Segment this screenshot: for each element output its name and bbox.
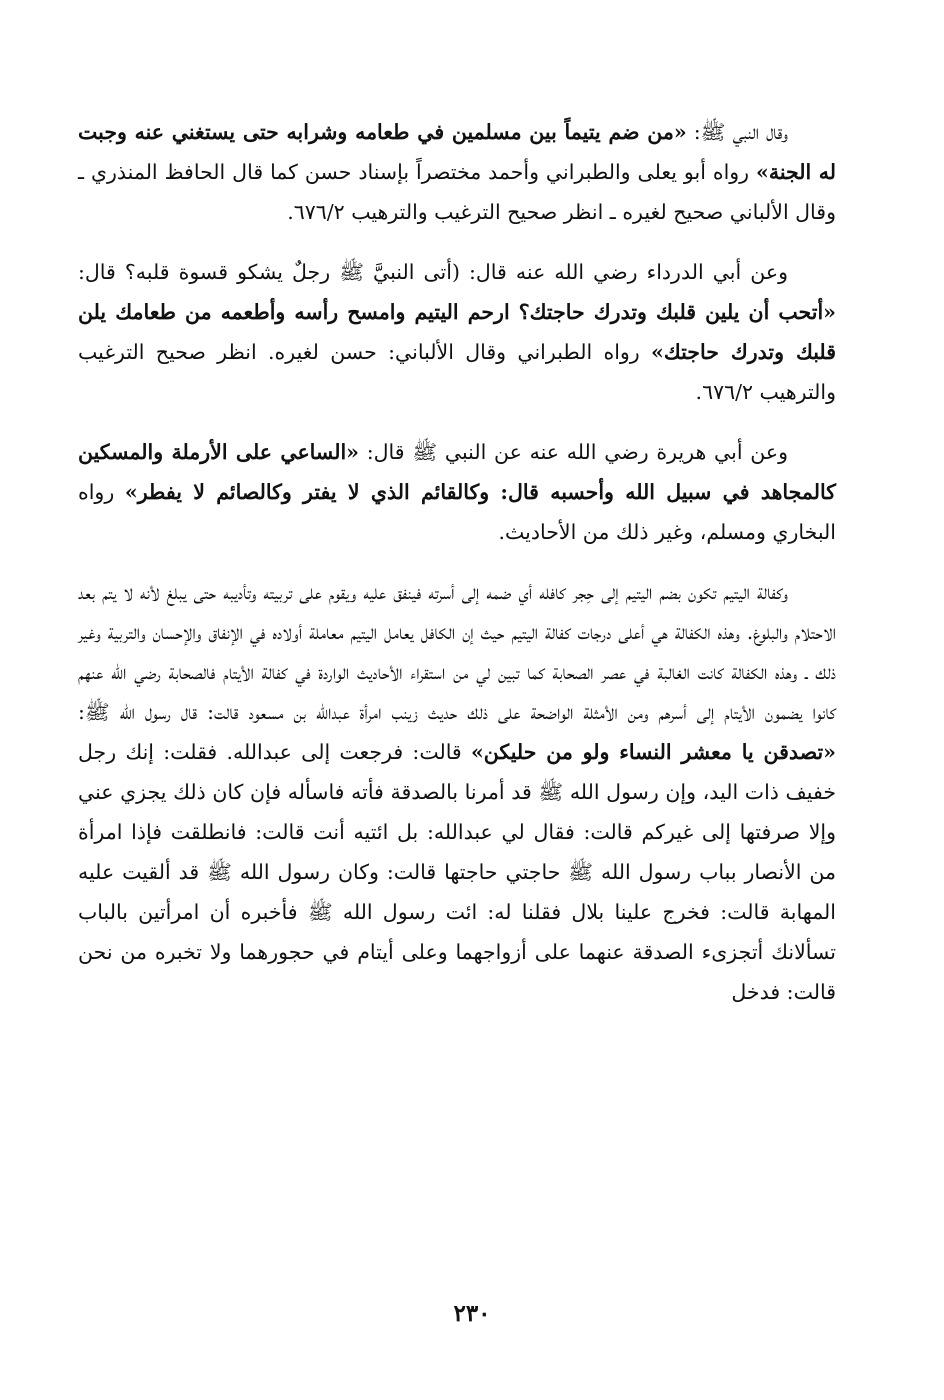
hadith-quote-bold: «من ضم يتيماً بين مسلمين في طعامه وشرابه حتى يستغني عنه وجبت له الجنة» (78, 120, 836, 184)
paragraph-text: وكفالة اليتيم تكون بضم اليتيم إلى حِجر كافله أي ضمه إلى أسرته فينفق عليه ويقوم على تربيته وتأديبه حتى يبلغ لأنه لا يتم بعد الاحتلام والبلوغ. وهذه الكفالة هي أعلى درجات كفالة اليتيم حيث إن الكافل يعامل اليتيم معاملة أولاده في الإنفاق والإحسان والتربية وغير ذلك ـ وهذه الكفالة كانت الغالبة في عصر الصحابة كما تبين لي من استقراء الأحاديث الواردة في كفالة الأيتام فالصحابة رضي الله عنهم كانوا يضمون الأيتام إلى أسرهم ومن الأمثلة الواضحة على ذلك حديث زينب امرأة عبدالله بن مسعود قالت: قال رسول الله ﷺ: (78, 580, 836, 724)
paragraph-text: قالت: فرجعت إلى عبدالله. فقلت: إنك رجل خفيف ذات اليد، وإن رسول الله ﷺ قد أمرنا بالصدقة فأته فاسأله فإن كان ذلك يجزي عني وإلا صرفتها إلى غيركم قالت: فقال لي عبدالله: بل ائتيه أنت قالت: فانطلقت فإذا امرأة من الأنصار بباب رسول الله ﷺ حاجتي حاجتها قالت: وكان رسول الله ﷺ قد ألقيت عليه المهابة قالت: فخرج علينا بلال فقلنا له: ائت رسول الله ﷺ فأخبره أن امرأتين بالباب تسألانك أتجزىء الصدقة عنهما على أزواجهما وعلى أيتام في حجورهما ولا تخبره من نحن قالت: فدخل (78, 740, 836, 1004)
page-number: ٢٣٠ (453, 1300, 491, 1327)
paragraph-orphan-care-hadith (78, 112, 836, 232)
paragraph-text: رواه الطبراني وقال الألباني: حسن لغيره. انظر صحيح الترغيب والترهيب ٦٧٦/٢. (78, 340, 836, 404)
paragraph-abu-darda-hadith (78, 252, 836, 412)
paragraph-orphan-sponsorship (78, 572, 836, 1012)
paragraph-text: رواه أبو يعلى والطبراني وأحمد مختصراً بإسناد حسن كما قال الحافظ المنذري ـ وقال الألباني صحيح لغيره ـ انظر صحيح الترغيب والترهيب ٦٧٦/٢. (78, 160, 836, 224)
page-text-body (78, 112, 836, 1012)
hadith-quote-bold: «أتحب أن يلين قلبك وتدرك حاجتك؟ ارحم اليتيم وامسح رأسه وأطعمه من طعامك يلن قلبك وتدرك حاجتك» (78, 300, 836, 364)
hadith-quote-bold: «الساعي على الأرملة والمسكين كالمجاهد في سبيل الله وأحسبه قال: وكالقائم الذي لا يفتر وكالصائم لا يفطر» (78, 440, 836, 504)
paragraph-text: وقال النبي ﷺ: (686, 120, 788, 144)
paragraph-text: وعن أبي هريرة رضي الله عنه عن النبي ﷺ قال: (358, 440, 789, 464)
hadith-quote-bold: «تصدقن يا معشر النساء ولو من حليكن» (470, 740, 836, 764)
paragraph-text: وعن أبي الدرداء رضي الله عنه قال: (أتى النبيَّ ﷺ رجلٌ يشكو قسوة قلبه؟ قال: (78, 260, 788, 284)
paragraph-abu-hurairah-hadith (78, 432, 836, 552)
paragraph-text: رواه البخاري ومسلم، وغير ذلك من الأحاديث. (78, 480, 836, 544)
